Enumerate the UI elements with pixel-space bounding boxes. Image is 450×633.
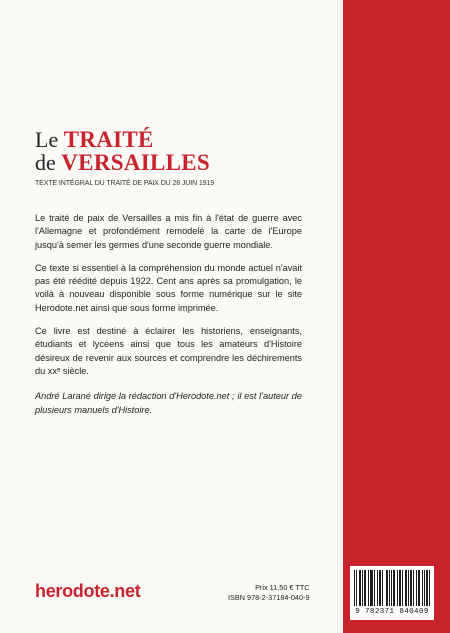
barcode-bar: [365, 570, 366, 606]
barcode-bar: [424, 570, 425, 606]
blurb-paragraph-1: Le traité de paix de Versailles a mis fin à l'état de guerre avec l'Allemagne et profondément remodelé la carte de l'Europe jusqu'à semer les germes d'une seconde guerre mondiale.: [35, 213, 302, 250]
title-word-versailles: VERSAILLES: [61, 150, 210, 175]
barcode-bar: [427, 570, 428, 606]
subtitle: TEXTE INTÉGRAL DU TRAITÉ DE PAIX DU 28 JUIN 1919: [35, 180, 215, 187]
barcode-bar: [379, 570, 380, 606]
barcode-bar: [380, 570, 381, 606]
barcode-bar: [393, 570, 394, 606]
barcode-bar: [356, 570, 357, 606]
barcode-bar: [354, 570, 355, 606]
blurb-paragraph-3: Ce livre est destiné à éclairer les historiens, enseignants, étudiants et lycéens ainsi que tous les amateurs d'Histoire désireux de revenir aux sources et comprendre les déchirements du xxᵉ siècle.: [35, 326, 302, 376]
barcode-bar: [374, 570, 375, 606]
barcode-bar: [362, 570, 363, 606]
red-spine-band: [343, 0, 450, 633]
barcode-bar: [371, 570, 372, 606]
barcode: [350, 566, 434, 620]
barcode-bar: [413, 570, 414, 606]
barcode-bar: [426, 570, 427, 606]
barcode-bar: [372, 570, 373, 606]
barcode-bar: [416, 570, 417, 606]
barcode-bar: [359, 570, 360, 606]
title-prefix-de: de: [35, 150, 56, 175]
barcode-bar: [364, 570, 365, 606]
barcode-bar: [402, 570, 403, 606]
title-word-traite: TRAITÉ: [63, 127, 154, 152]
title-line-2: [35, 151, 295, 174]
isbn-text: ISBN 978-2-37184-040-9: [228, 592, 310, 602]
title-prefix-le: Le: [35, 127, 59, 152]
barcode-bar: [418, 570, 419, 606]
barcode-bar: [406, 570, 407, 606]
barcode-bar: [394, 570, 395, 606]
barcode-bar: [410, 570, 411, 606]
barcode-bar: [411, 570, 412, 606]
publisher-logo: herodote.net: [35, 581, 141, 601]
blurb-paragraph-2: Ce texte si essentiel à la compréhension du monde actuel n'avait pas été réédité depuis 1922. Cent ans après sa promulgation, le voilà à nouveau disponible sous forme numérique sur le site Herodote.net ainsi que sous forme imprimée.: [35, 262, 302, 313]
barcode-bar: [429, 570, 430, 606]
barcode-bar: [386, 570, 387, 606]
barcode-bar: [399, 570, 400, 606]
barcode-bars: [354, 570, 430, 606]
barcode-bar: [397, 570, 398, 606]
barcode-bar: [405, 570, 406, 606]
barcode-bar: [360, 570, 361, 606]
barcode-bar: [382, 570, 383, 606]
blurb: [35, 212, 302, 427]
barcode-bar: [422, 570, 423, 606]
barcode-bar: [387, 570, 388, 606]
author-note: André Larané dirige la rédaction d'Herodote.net ; il est l'auteur de plusieurs manuels d'Histoire.: [35, 391, 302, 415]
book-title: [35, 128, 295, 187]
barcode-bar: [389, 570, 390, 606]
price-block: [228, 583, 310, 602]
title-line-1: [35, 128, 295, 151]
barcode-bar: [368, 570, 369, 606]
barcode-number: 9 782371 840409: [355, 608, 429, 616]
barcode-bar: [391, 570, 392, 606]
price-text: Prix 11,50 € TTC: [255, 583, 310, 592]
barcode-bar: [419, 570, 420, 606]
barcode-bar: [408, 570, 409, 606]
barcode-bar: [400, 570, 401, 606]
barcode-bar: [370, 570, 371, 606]
barcode-bar: [377, 570, 378, 606]
